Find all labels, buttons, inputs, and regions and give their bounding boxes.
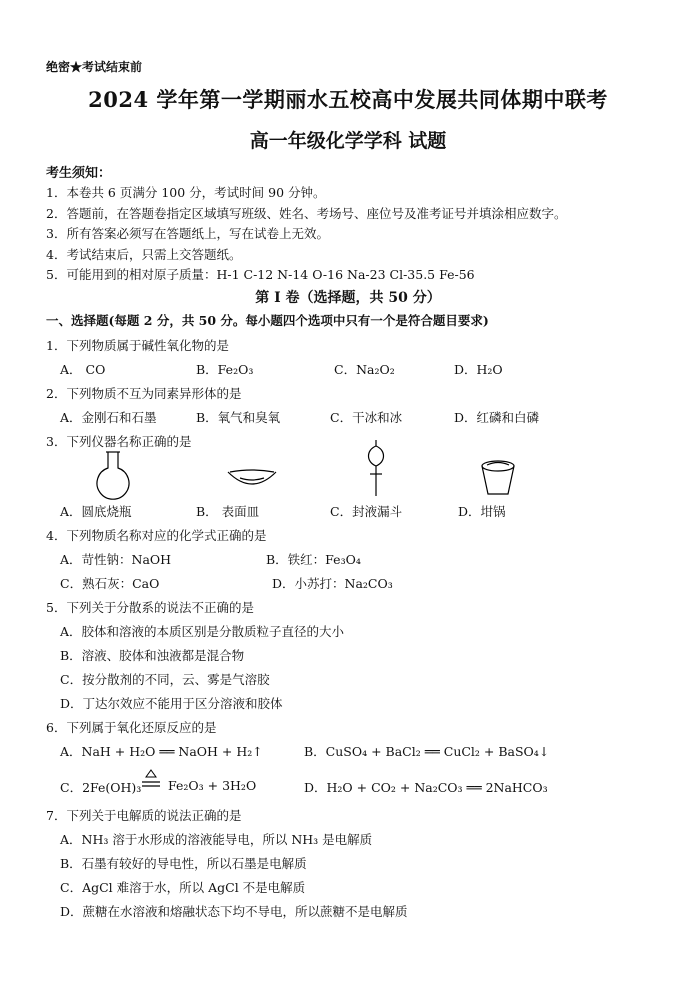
separatory-funnel-icon xyxy=(362,438,390,498)
option-c: C．AgCl 难溶于水，所以 AgCl 不是电解质 xyxy=(60,880,306,895)
option-a: A．NH₃ 溶于水形成的溶液能导电，所以 NH₃ 是电解质 xyxy=(60,832,373,847)
option-a: A． CO xyxy=(60,362,106,377)
question-stem: 3．下列仪器名称正确的是 xyxy=(46,434,192,449)
crucible-icon xyxy=(478,458,518,498)
round-bottom-flask-icon xyxy=(92,450,134,500)
option-c: C．2Fe(OH)₃ xyxy=(60,780,142,795)
question-stem: 2．下列物质不互为同素异形体的是 xyxy=(46,386,242,401)
option-c: C．按分散剂的不同，云、雾是气溶胶 xyxy=(60,672,270,687)
question-stem: 5．下列关于分散系的说法不正确的是 xyxy=(46,600,254,615)
option-b: B．溶液、胶体和浊液都是混合物 xyxy=(60,648,245,663)
option-d: D．H₂O xyxy=(454,362,503,377)
option-c: C．封液漏斗 xyxy=(330,504,403,519)
notice-heading: 考生须知： xyxy=(46,166,112,181)
option-b: B．氧气和臭氧 xyxy=(196,410,281,425)
option-d: D．坩锅 xyxy=(458,504,506,519)
option-c-products: Fe₂O₃ + 3H₂O xyxy=(168,778,257,793)
option-d: D．丁达尔效应不能用于区分溶液和胶体 xyxy=(60,696,283,711)
option-d: D．H₂O + CO₂ + Na₂CO₃ ══ 2NaHCO₃ xyxy=(304,780,548,795)
option-b: B． 表面皿 xyxy=(196,504,260,519)
option-c: C．干冰和冰 xyxy=(330,410,403,425)
secret-label: 绝密★考试结束前 xyxy=(46,60,143,74)
notice-item: 2．答题前，在答题卷指定区域填写班级、姓名、考场号、座位号及准考证号并填涂相应数字。 xyxy=(46,206,567,221)
notice-item: 4．考试结束后，只需上交答题纸。 xyxy=(46,247,242,262)
option-a: A．圆底烧瓶 xyxy=(60,504,132,519)
option-b: B．CuSO₄ + BaCl₂ ══ CuCl₂ + BaSO₄↓ xyxy=(304,744,550,759)
section-heading: 一、选择题(每题 2 分，共 50 分。每小题四个选项中只有一个是符合题目要求) xyxy=(46,313,489,328)
exam-title: 2024 学年第一学期丽水五校高中发展共同体期中联考 xyxy=(88,87,608,112)
notice-item: 1．本卷共 6 页满分 100 分，考试时间 90 分钟。 xyxy=(46,185,326,200)
option-d: D．红磷和白磷 xyxy=(454,410,540,425)
option-a: A．金刚石和石墨 xyxy=(60,410,157,425)
option-c: C．熟石灰：CaO xyxy=(60,576,160,591)
question-stem: 1．下列物质属于碱性氧化物的是 xyxy=(46,338,229,353)
option-d: D．蔗糖在水溶液和熔融状态下均不导电，所以蔗糖不是电解质 xyxy=(60,904,408,919)
notice-item: 3．所有答案必须写在答题纸上，写在试卷上无效。 xyxy=(46,226,329,241)
option-a: A．NaH + H₂O ══ NaOH + H₂↑ xyxy=(60,744,263,759)
option-c: C．Na₂O₂ xyxy=(334,362,395,377)
watch-glass-icon xyxy=(226,466,278,490)
option-b: B．Fe₂O₃ xyxy=(196,362,254,377)
exam-subtitle: 高一年级化学学科 试题 xyxy=(249,130,447,152)
heat-equals-sign-icon xyxy=(140,768,162,790)
option-b: B．石墨有较好的导电性，所以石墨是电解质 xyxy=(60,856,307,871)
notice-item: 5．可能用到的相对原子质量：H-1 C-12 N-14 O-16 Na-23 Cl-35.5 Fe-56 xyxy=(46,267,475,282)
part-heading: 第 I 卷（选择题，共 50 分） xyxy=(255,290,441,306)
question-stem: 7．下列关于电解质的说法正确的是 xyxy=(46,808,242,823)
option-a: A．苛性钠：NaOH xyxy=(60,552,172,567)
option-a: A．胶体和溶液的本质区别是分散质粒子直径的大小 xyxy=(60,624,345,639)
question-stem: 6．下列属于氧化还原反应的是 xyxy=(46,720,217,735)
question-stem: 4．下列物质名称对应的化学式正确的是 xyxy=(46,528,267,543)
option-b: B．铁红：Fe₃O₄ xyxy=(266,552,361,567)
option-d: D．小苏打：Na₂CO₃ xyxy=(272,576,393,591)
